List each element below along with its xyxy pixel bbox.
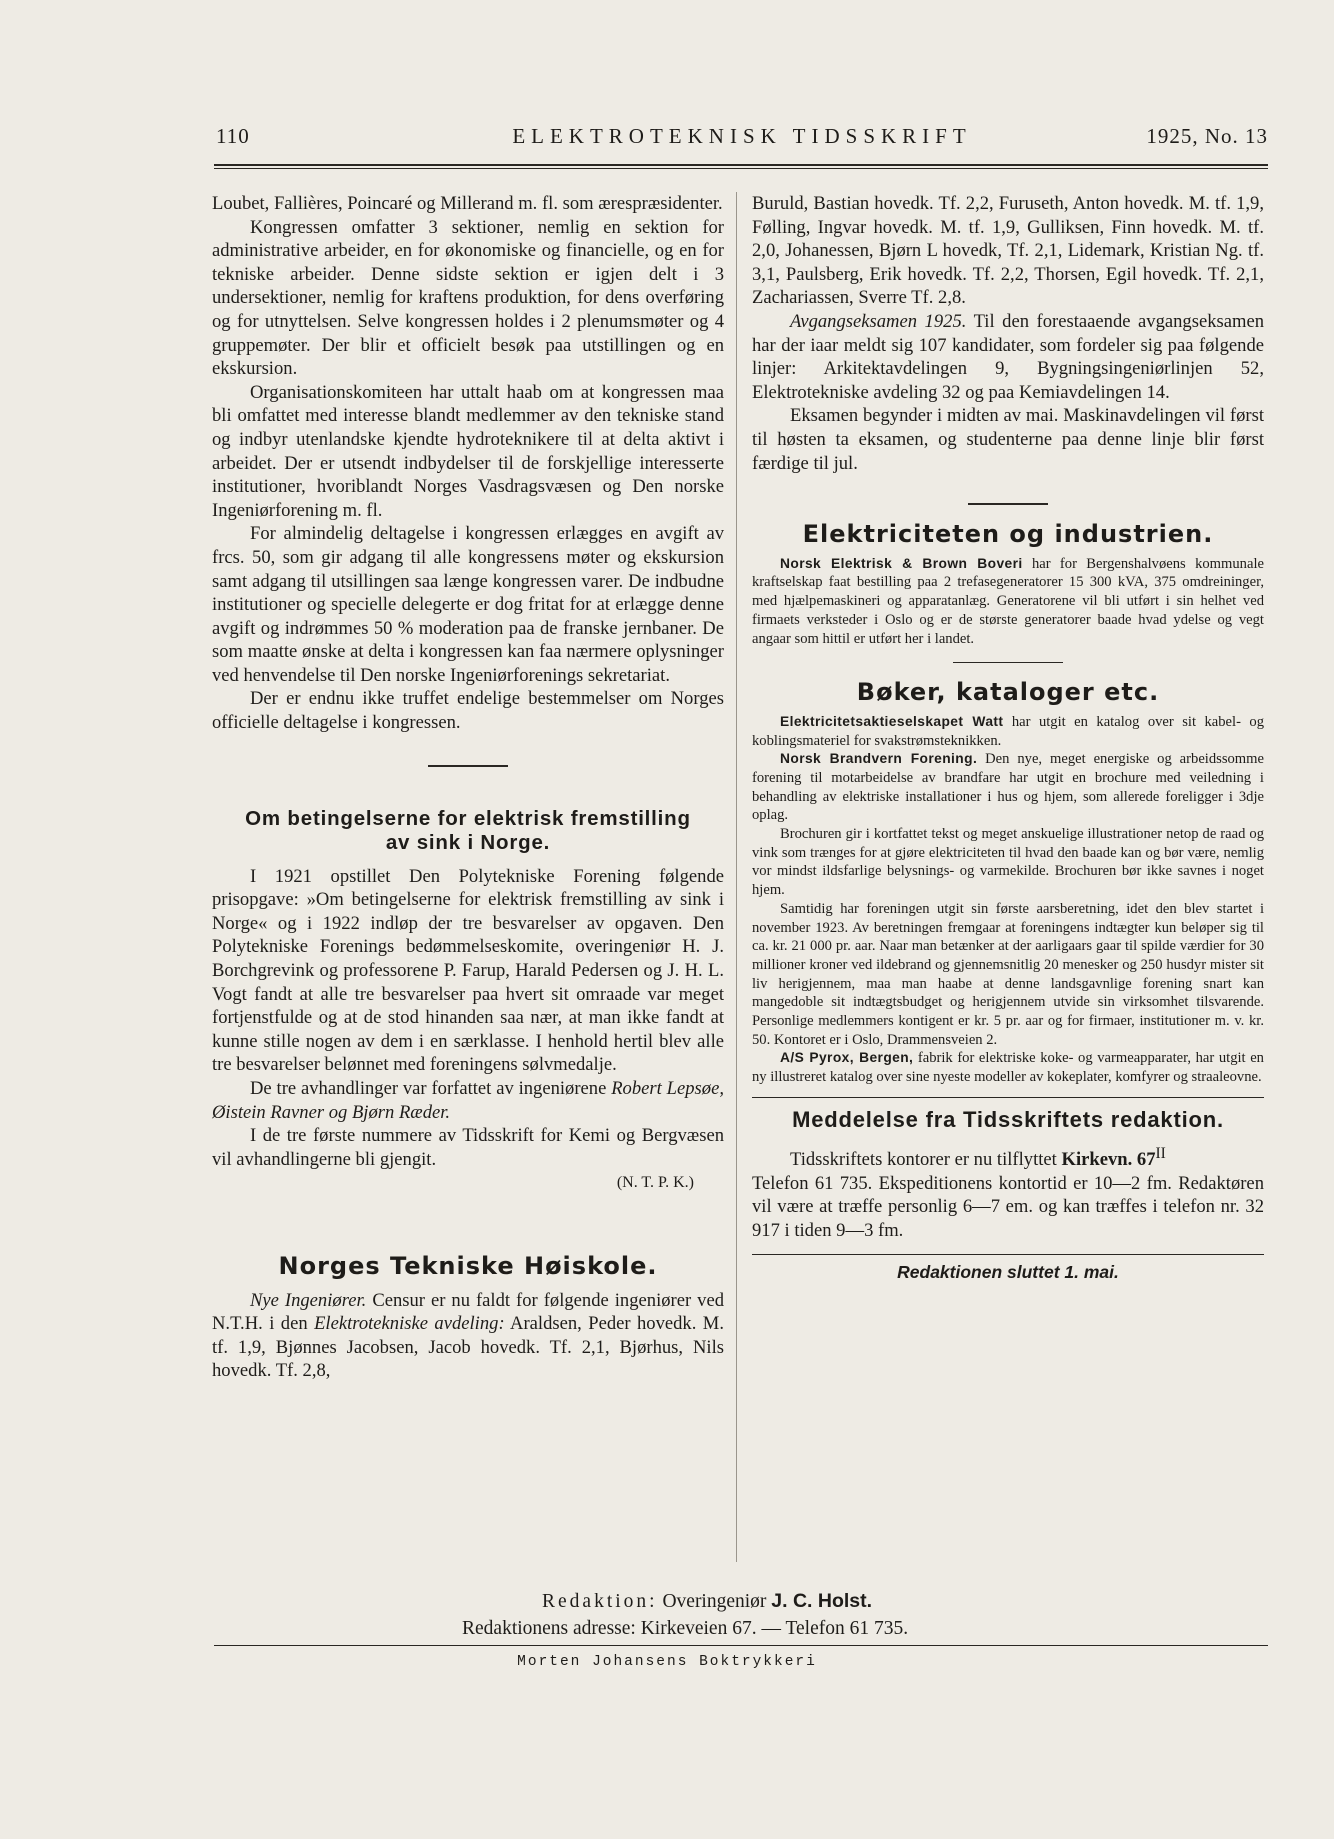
footer-rule [214,1645,1268,1646]
paragraph: Telefon 61 735. Ekspeditionens kontortid er 10—2 fm. Redaktøren vil være at træffe personlig 6—7 em. og kan træffes i telefon nr. 32 917 i tiden 9—3 fm. [752,1172,1264,1241]
text-run: har for Bergenshalvøens kommunale kraftselskap faat bestilling paa 2 trefasegeneratorer 15 300 kVA, 375 omdreininger, med hjælpemaskineri og apparatanlæg. Generatorene vil bli utført i sin helhet ved firmaets verksteder i Oslo og er de største generatorer baade hvad ydelse og vegt angaar som hittil er utført her i landet. [752,555,1264,647]
page-header [216,124,1268,154]
paragraph [212,1077,724,1124]
text-run: Den nye, meget energiske og arbeidssomme forening til motarbeidelse av brandfare har utgit en brochure med veiledning i behandling av elektriske installationer i hus og hjem, som allerede foreligger i 3dje oplag. [752,751,1264,824]
column-divider [736,192,737,1562]
paragraph: I 1921 opstillet Den Polytekniske Forening følgende prisopgave: »Om betingelserne for elektrisk fremstilling av sink i Norge« og i 1922 indløp der tre besvarelser av opgaven. Den Polytekniske Forenings bedømmelseskomite, overingeniør H. J. Borchgrevink og professorene P. Farup, Harald Pedersen og J. H. L. Vogt fandt at alle tre besvarelser paa hvert sit omraade var meget fortjenstfulde og at de stod hinanden saa nær, at man ikke fandt at kunne stille nogen av dem i en særklasse. I henhold hertil blev alle tre besvarelser belønnet med foreningens sølvmedalje. [212,865,724,1076]
firm-name: Norsk Elektrisk & Brown Boveri [780,555,1023,571]
industry-news [752,555,1264,649]
industry-heading: Elektriciteten og industrien. [802,520,1214,549]
firm-name: Norsk Brandvern Forening. [780,751,978,767]
signature: (N. T. P. K.) [616,1174,694,1192]
paragraph [752,1049,1264,1086]
editor-name: J. C. Holst. [771,1590,873,1612]
left-column [212,192,724,1383]
paragraph: Buruld, Bastian hovedk. Tf. 2,2, Furuseth, Anton hovedk. M. tf. 1,9, Følling, Ingvar hovedk. M. tf. 1,9, Gulliksen, Finn hovedk. M. tf. 2,0, Johanessen, Bjørn L hovedk, Tf. 2,1, Lidemark, Kristian Ng. tf. 3,1, Paulsberg, Erik hovedk. Tf. 2,2, Thorsen, Egil hovedk. Tf. 2,1, Zachariassen, Sverre Tf. 2,8. [752,193,1264,309]
issue-label: 1925, No. 13 [1146,124,1268,148]
paragraph: Eksamen begynder i midten av mai. Maskinavdelingen vil først til høsten ta eksamen, og studenterne paa denne linje blir først færdige til jul. [752,405,1264,474]
authors: Robert Lepsøe, Øistein Ravner og Bjørn Ræder. [212,1078,724,1123]
paragraph [752,750,1264,825]
header-rule-thin [214,168,1268,169]
printer-credit: Morten Johansens Boktrykkeri [517,1654,817,1670]
right-column [752,192,1264,1285]
lead-italic: Avgangseksamen 1925. [790,310,967,332]
text-run: har utgit en katalog over sit kabel- og koblingsmateriel for svakstrømsteknikken. [752,713,1264,749]
paragraph [212,1289,724,1383]
paragraph [752,1142,1264,1172]
text-run: De tre avhandlinger var forfattet av ingeniørene [250,1078,607,1099]
editor-title: Overingeniør [657,1591,772,1612]
notice-heading: Meddelelse fra Tidsskriftets redaktion. [792,1106,1224,1132]
editor-label: Redaktion: [542,1591,658,1612]
firm-name: A/S Pyrox, Bergen, [780,1050,914,1066]
new-address: Kirkevn. 67 [1061,1149,1156,1171]
sink-heading [212,807,724,855]
paragraph [752,310,1264,404]
heading-line: Om betingelserne for elektrisk fremstilling [245,806,691,830]
editor-line [542,1588,872,1615]
text-run: Censur er nu faldt for følgende ingeniører ved N.T.H. i den [212,1289,724,1335]
text-run: Tidsskriftets kontorer er nu tilflyttet [790,1149,1062,1171]
floor-marker: II [1155,1144,1166,1162]
text-run: Araldsen, Peder hovedk. M. tf. 1,9, Bjønnes Jacobsen, Jacob hovedk. Tf. 2,1, Bjørhus, Nils hovedk. Tf. 2,8, [212,1313,724,1382]
paragraph: Organisationskomiteen har uttalt haab om at kongressen maa bli omfattet med interesse blandt medlemmer av den tekniske stand og indbyr utenlandske kjendte hydroteknikere til at delta aktivt i arbeidet. Der er utsendt indbydelser til de forskjellige interesserte institutioner, hvoriblandt Norges Vasdragsvæsen og Den norske Ingeniørforening m. fl. [212,381,724,521]
address-line [462,1615,908,1642]
page-number: 110 [216,124,250,148]
nth-heading: Norges Tekniske Høiskole. [278,1251,658,1280]
department: Elektrotekniske avdeling: [314,1313,505,1335]
address-label: Redaktionens adresse: [462,1618,636,1639]
paragraph: I de tre første nummere av Tidsskrift for Kemi og Bergvæsen vil avhandlingerne bli gjengit. [212,1125,724,1170]
paragraph [752,713,1264,750]
paragraph: Der er endnu ikke truffet endelige bestemmelser om Norges officielle deltagelse i kongressen. [212,688,724,734]
text-run: Til den forestaaende avgangseksamen har der iaar meldt sig 107 kandidater, som fordeler sig paa følgende linjer: Arkitektavdelingen 9, Bygningsingeniørlinjen 52, Elektrotekniske avdeling 32 og paa Kemiavdelingen 14. [752,310,1265,403]
firm-name: Elektricitetsaktieselskapet Watt [780,713,1004,729]
books-heading: Bøker, kataloger etc. [856,678,1160,707]
header-rule [214,164,1268,166]
books-news [752,713,1264,1087]
text-run: fabrik for elektriske koke- og varmeapparater, har utgit en ny illustreret katalog over sine nyeste modeller av kokeplater, komfyrer og straaleovne. [752,1050,1264,1086]
paragraph: Loubet, Fallières, Poincaré og Millerand m. fl. som ærespræsidenter. [212,193,723,214]
address-value: Kirkeveien 67. — Telefon 61 735. [635,1618,909,1639]
paragraph: For almindelig deltagelse i kongressen erlægges en avgift av frcs. 50, som gir adgang til alle kongressens møter og ekskursion samt adgang til utsillingen saa længe kongressen varer. De indbudne institutioner og specielle delegerte er dog fritat for at erlægge denne avgift og indrømmes 50 % moderation paa de franske jernbaner. De som maatte ønske at delta i kongressen kan faa nærmere oplysninger ved henvendelse til Den norske Ingeniørforenings sekretariat. [212,523,724,686]
closing-note: Redaktionen sluttet 1. mai. [897,1262,1119,1283]
paragraph: Samtidig har foreningen utgit sin første aarsberetning, idet den blev startet i november 1923. Av beretningen fremgaar at foreningens indtægter kun beløper sig til ca. kr. 21 000 pr. aar. Naar man betænker at der aarligaars gaar til spilde værdier for 30 millioner kroner ved ildebrand og gjennemsnitlig 20 menesker og 250 husdyr mister sit liv herigjennem, maa man haabe at denne landsgavnlige forening snart kan mangedoble sit indtægtsbudget og herigjennem utvide sin virksomhet tilsvarende. Personlige medlemmers kontigent er kr. 5 pr. aar og for firmaer, institutioner m. v. kr. 50. Kontoret er i Oslo, Drammensveien 2. [752,900,1264,1048]
paragraph: Brochuren gir i kortfattet tekst og meget anskuelige illustrationer netop de raad og vink som trænges for at gjøre elektriciteten til hvad den baade kan og bør være, nemlig vor mindst ildsfarlige belysnings- og varmekilde. Brochuren bør ikke savnes i noget hjem. [752,826,1264,899]
journal-title: ELEKTROTEKNISK TIDSSKRIFT [512,124,972,148]
heading-line: av sink i Norge. [385,830,551,854]
paragraph [752,555,1264,649]
lead-italic: Nye Ingeniører. [250,1289,367,1311]
paragraph: Kongressen omfatter 3 sektioner, nemlig en sektion for administrative arbeider, en for økonomiske og financielle, og en for tekniske arbeider. Denne sidste sektion er igjen delt i 3 undersektioner, nemlig for kraftens produktion, for dens overføring og for utnyttelsen. Selve kongressen holdes i 2 plenumsmøter og 4 gruppemøter. Der blir et officielt besøk paa utstillingen og en ekskursion. [212,216,724,380]
